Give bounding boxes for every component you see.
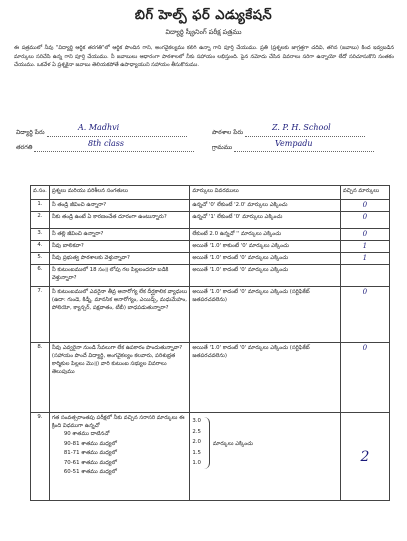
class-label: తరగతి xyxy=(16,144,33,151)
brace-icon xyxy=(203,417,210,469)
form-subtitle: విద్యార్థి స్క్రీనింగ్ పరీక్ష పత్రము xyxy=(165,28,242,36)
header-marks-rule: మార్కులు వివరములు xyxy=(190,186,341,200)
score-value: 2 xyxy=(340,413,389,501)
score-value: 0 xyxy=(340,212,389,229)
score-value: 1 xyxy=(340,253,389,265)
village-label: గ్రామము xyxy=(212,144,233,151)
form-title: బిగ్ హెల్ప్ ఫర్ ఎడ్యుకేషన్ xyxy=(134,8,273,23)
header-serial: వ.సం. xyxy=(31,186,50,200)
table-row: 7. నీ కుటుంబములో ఎవరైనా తీవ్ర అనారోగ్య లేక దీర్ఘకాలిక వ్యాధులు (ఉదా: గుండె, కిడ్నీ, మానసిక అనారోగ్యం, ఎయిడ్స్, మధుమేహం, పోలియో, క్యాన్సర్, పక్షవాతం, టీబీ) బాధపడుతున్నారా? అయితే '1.0' కాదంటే '0' మార్కులు ఎక్కించు (సర్టిఫికేట్ జతపరచవలెను) 0 xyxy=(31,287,390,343)
table-row: 4. నీవు బాలికవా? అయితే '1.0' కాకుంటే '0' మార్కులు ఎక్కించు 1 xyxy=(31,241,390,253)
village-value: Vempadu xyxy=(275,139,313,148)
score-value: 0 xyxy=(340,343,389,413)
table-row: 6. నీ కుటుంబములో 18 సం॥ లోపు గల పిల్లలందరూ బడికి వెళ్తున్నారా? అయితే '1.0' కాదంటే '0' మార్కులు ఎక్కించు xyxy=(31,265,390,287)
score-value xyxy=(340,265,389,287)
header-question: ప్రశ్నలు మరియు పరిశీలన సంగతులు xyxy=(49,186,189,200)
table-row: 2. నీకు తండ్రి ఉంటే ఏ కారణంచేత దూరంగా ఉంటున్నారు? ఉన్నచో '1' లేకుంటే '0' మార్కులు ఎక్కించు 0 xyxy=(31,212,390,229)
student-name-value: A. Madhvi xyxy=(78,123,120,132)
table-header-row xyxy=(31,186,390,200)
question-table xyxy=(30,185,390,501)
marks-scale: 3.0 2.5 2.0 1.5 1.0 మార్కులు ఎక్కించు xyxy=(192,414,338,469)
table-row: 1. నీ తండ్రి జీవించి ఉన్నారా? ఉన్నచో '0' లేకుంటే '2.0' మార్కులు ఎక్కించు 0 xyxy=(31,200,390,212)
header-score: వచ్చిన మార్కులు xyxy=(340,186,389,200)
score-value: 0 xyxy=(340,229,389,241)
score-value: 0 xyxy=(340,200,389,212)
instructions-paragraph: ఈ పత్రములో నీవు "విద్యార్థి ఆర్థిక తరగతి"లో ఆర్థిక పొందిన గాని, అంగవైకల్యము కలిగి ఉన్నా గాని పూర్తి చేయుము. ప్రతి (ప్రశ్నలకు జాగ్రత్తగా చదివి, తగిన (జవాబు) కింద ఇవ్వబడిన మార్కులు సరిచేసి ఉన్న గాని పూర్తి చేయుము. నీ జవాబులు ఆధారంగా పాఠశాలలో నీకు సహాయం లభిస్తుంది. పైన నమోదు చేసిన వివరాలు సరిగా ఉన్నాయో లేదో సరిచూసుకొని సంతకం చేయుము. ఒకవేళ ఏ ప్రశ్నకైనా జవాబు తెలియకపోతే ఉపాధ్యాయుని సహాయం తీసుకొనుము. xyxy=(14,45,394,68)
percentage-ranges: 90 శాతము దాటినచో 90-81 శాతము మధ్యలో 81-71 శాతము మధ్యలో 70-61 శాతము మధ్యలో 60-51 శాతము మధ్యలో xyxy=(63,431,117,475)
table-row: 3. నీ తల్లి జీవించి ఉన్నారా? లేకుంటే 2.0 ఉన్నచో '' మార్కులు ఎక్కించు 0 xyxy=(31,229,390,241)
score-value: 0 xyxy=(340,287,389,343)
table-row: 8. నీవు ఎవ్వరైనా నుండి సేవలుగా లేక ఉపకారం పొందుతున్నావా? (సహాయం పొందే విద్యార్థి, అంగవైకల్యం కలవారు, పరిశుభ్రత కార్మికుల పిల్లలు మొ॥) వారి కుటుంబ సభ్యుల వివరాలు తెలుపుము అయితే '1.0' కాదంటే '0' మార్కులు ఎక్కించు (సర్టిఫికేట్ జతపరచవలెను) 0 xyxy=(31,343,390,413)
school-name-value: Z. P. H. School xyxy=(272,123,331,132)
table-row: 5. నీవు ప్రభుత్వ పాఠశాలకు వెళ్తున్నావా? అయితే '1.0' కాదంటే '0' మార్కులు ఎక్కించు 1 xyxy=(31,253,390,265)
class-value: 8th class xyxy=(88,139,125,148)
student-name-label: విద్యార్థి పేరు xyxy=(16,129,45,136)
school-name-label: పాఠశాల పేరు xyxy=(212,129,244,136)
score-value: 1 xyxy=(340,241,389,253)
table-row: 9. గత సంవత్సరాంతపు పరీక్షలో నీకు వచ్చిన సరాసరి మార్కులు ఈ క్రింది విధముగా ఉన్నచో 90 శాతము దాటినచో 90-81 శాతము మధ్యలో 81-71 శాతము మధ్యలో 70-61 శాతము మధ్యలో 60-51 శాతము మధ్యలో 3.0 2.5 2.0 1.5 1.0 మార్కులు ఎక్కించు 2 xyxy=(31,413,390,501)
